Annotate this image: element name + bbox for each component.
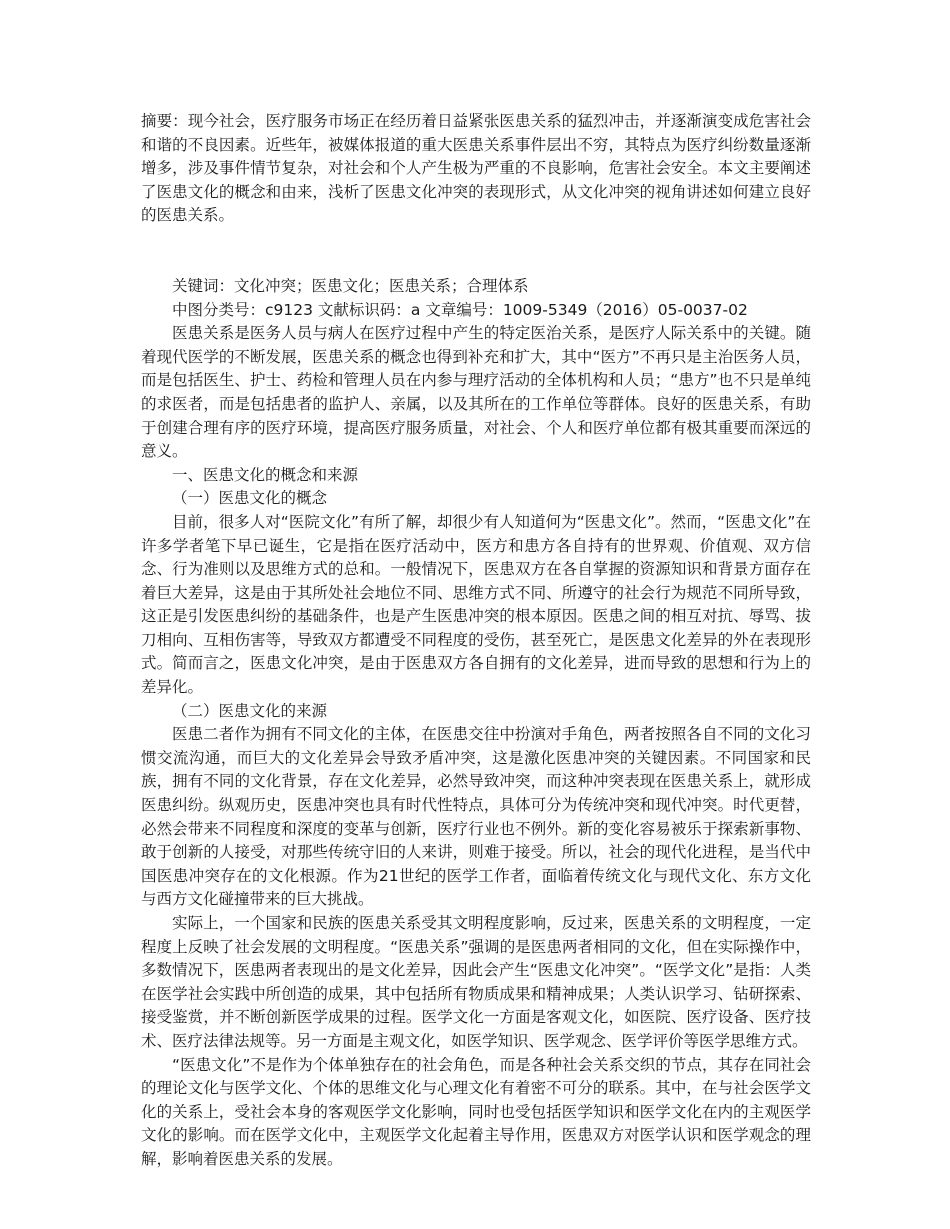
subsection-heading-2: （二）医患文化的来源 [172, 701, 328, 720]
abstract-paragraph: 摘要：现今社会，医疗服务市场正在经历着日益紧张医患关系的猛烈冲击，并逐渐演变成危害社会和谐的不良因素。近些年，被媒体报道的重大医患关系事件层出不穷，其特点为医疗纠纷数量逐渐增多，涉及事件情节复杂，对社会和个人产生极为严重的不良影响，危害社会安全。本文主要阐述了医患文化的概念和由来，浅析了医患文化冲突的表现形式，从文化冲突的视角讲述如何建立良好的医患关系。 [141, 112, 811, 225]
body-paragraph: “医患文化”不是作为个体单独存在的社会角色，而是各种社会关系交织的节点，其存在同社会的理论文化与医学文化、个体的思维文化与心理文化有着密不可分的联系。其中，在与社会医学文化的关系上，受社会本身的客观医学文化影响，同时也受包括医学知识和医学文化在内的主观医学文化的影响。而在医学文化中，主观医学文化起着主导作用，医患双方对医学认识和医学观念的理解，影响着医患关系的发展。 [141, 1055, 811, 1168]
article-body [141, 110, 811, 1172]
body-paragraph: 医患二者作为拥有不同文化的主体，在医患交往中扮演对手角色，两者按照各自不同的文化习惯交流沟通，而巨大的文化差异会导致矛盾冲突，这是激化医患冲突的关键因素。不同国家和民族，拥有不同的文化背景，存在文化差异，必然导致冲突，而这种冲突表现在医患关系上，就形成医患纠纷。纵观历史，医患冲突也具有时代性特点，具体可分为传统冲突和现代冲突。时代更替，必然会带来不同程度和深度的变革与创新，医疗行业也不例外。新的变化容易被乐于探索新事物、敢于创新的人接受，对那些传统守旧的人来讲，则难于接受。所以，社会的现代化进程，是当代中国医患冲突存在的文化根源。作为21世纪的医学工作者，面临着传统文化与现代文化、东方文化与西方文化碰撞带来的巨大挑战。 [141, 725, 811, 909]
body-paragraph: 实际上，一个国家和民族的医患关系受其文明程度影响，反过来，医患关系的文明程度，一定程度上反映了社会发展的文明程度。“医患关系”强调的是医患两者相同的文化，但在实际操作中，多数情况下，医患两者表现出的是文化差异，因此会产生“医患文化冲突”。“医学文化”是指：人类在医学社会实践中所创造的成果，其中包括所有物质成果和精神成果；人类认识学习、钻研探索、接受鉴赏，并不断创新医学成果的过程。医学文化一方面是客观文化，如医院、医疗设备、医疗技术、医疗法律法规等。另一方面是主观文化，如医学知识、医学观念、医学评价等医学思维方式。 [141, 914, 811, 1050]
keywords-line: 关键词：文化冲突；医患文化；医患关系；合理体系 [172, 276, 529, 295]
intro-paragraph: 医患关系是医务人员与病人在医疗过程中产生的特定医治关系，是医疗人际关系中的关键。随着现代医学的不断发展，医患关系的概念也得到补充和扩大，其中“医方”不再只是主治医务人员，而是包括医生、护士、药检和管理人员在内参与理疗活动的全体机构和人员；“患方”也不只是单纯的求医者，而是包括患者的监护人、亲属，以及其所在的工作单位等群体。良好的医患关系，有助于创建合理有序的医疗环境，提高医疗服务质量，对社会、个人和医疗单位都有极其重要而深远的意义。 [141, 324, 811, 461]
spacer [141, 251, 811, 275]
classification-line: 中图分类号：c9123 文献标识码：a 文章编号：1009-5349（2016）05-0037-02 [172, 300, 748, 319]
body-paragraph: 目前，很多人对“医院文化”有所了解，却很少有人知道何为“医患文化”。然而，“医患文化”在许多学者笔下早已诞生，它是指在医疗活动中，医方和患方各自持有的世界观、价值观、双方信念、行为准则以及思维方式的总和。一般情况下，医患双方在各自掌握的资源知识和背景方面存在着巨大差异，这是由于其所处社会地位不同、思维方式不同、所遵守的社会行为规范不同所导致，这正是引发医患纠纷的基础条件，也是产生医患冲突的根本原因。医患之间的相互对抗、辱骂、拔刀相向、互相伤害等，导致双方都遭受不同程度的受伤，甚至死亡，是医患文化差异的外在表现形式。简而言之，医患文化冲突，是由于医患双方各自拥有的文化差异，进而导致的思想和行为上的差异化。 [141, 512, 811, 697]
section-heading-1: 一、医患文化的概念和来源 [172, 465, 359, 484]
subsection-heading-1: （一）医患文化的概念 [172, 489, 328, 508]
